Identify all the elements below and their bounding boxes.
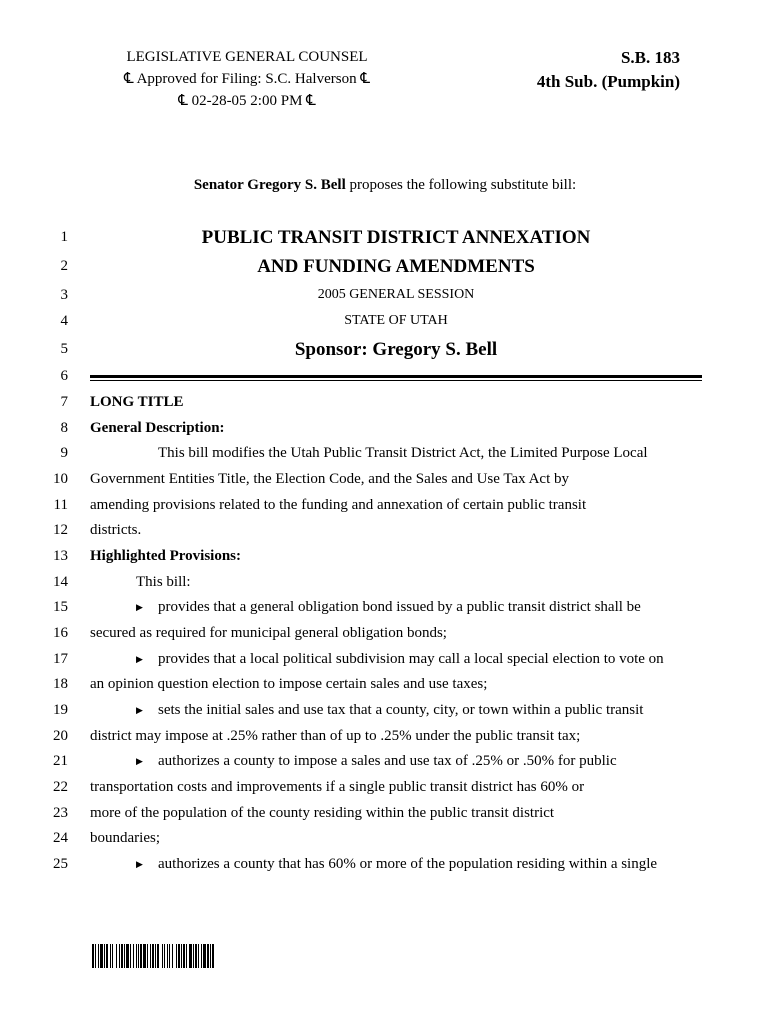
body-line: districts. <box>90 522 142 538</box>
line-number: 11 <box>53 497 68 513</box>
header-datetime: ℄ 02-28-05 2:00 PM ℄ <box>178 93 316 109</box>
body-line: transportation costs and improvements if a single public transit district has 60% or <box>90 779 585 795</box>
intro-proposes: proposes the following substitute bill: <box>345 177 577 193</box>
line-number: 17 <box>53 651 68 667</box>
bullet-item: ▶ provides that a local political subdivision may call a local special election to vote on <box>136 651 664 667</box>
line-number: 14 <box>53 574 68 590</box>
bullet-arrow-icon: ▶ <box>136 654 143 664</box>
header-office: LEGISLATIVE GENERAL COUNSEL <box>126 49 368 65</box>
bullet-item: ▶ authorizes a county that has 60% or more of the population residing within a single <box>136 856 658 872</box>
line-number: 15 <box>53 599 68 615</box>
line-number: 18 <box>53 676 68 692</box>
bill-title-line1: PUBLIC TRANSIT DISTRICT ANNEXATION <box>201 227 591 248</box>
barcode-stripe <box>214 944 215 968</box>
title-rule-thick <box>90 375 702 378</box>
line-number: 19 <box>53 702 68 718</box>
line-number: 24 <box>53 830 68 846</box>
bullet-arrow-icon: ▶ <box>136 859 143 869</box>
senator-name: Senator Gregory S. Bell <box>193 177 346 193</box>
sponsor-label: Sponsor: Gregory S. Bell <box>294 339 498 360</box>
line-number: 23 <box>53 805 68 821</box>
line-number: 20 <box>53 728 68 744</box>
state-label: STATE OF UTAH <box>344 313 448 328</box>
line-number: 12 <box>53 522 68 538</box>
header-approval: ℄ Approved for Filing: S.C. Halverson ℄ <box>124 71 370 87</box>
general-description-heading: General Description: <box>90 420 225 436</box>
body-line: This bill modifies the Utah Public Transit District Act, the Limited Purpose Local <box>158 445 648 461</box>
body-line: amending provisions related to the funding and annexation of certain public transit <box>90 497 587 513</box>
substitute-label: 4th Sub. (Pumpkin) <box>536 72 680 91</box>
bullet-arrow-icon: ▶ <box>136 756 143 766</box>
intro-sentence <box>0 177 770 194</box>
long-title-heading: LONG TITLE <box>90 394 184 410</box>
line-number: 3 <box>60 287 68 303</box>
bill-title-line2: AND FUNDING AMENDMENTS <box>257 256 535 277</box>
session-label: 2005 GENERAL SESSION <box>317 287 475 302</box>
line-number: 6 <box>60 368 68 384</box>
line-number: 10 <box>53 471 68 487</box>
barcode-icon <box>92 944 284 968</box>
bill-number: S.B. 183 <box>620 48 680 67</box>
line-number: 16 <box>53 625 68 641</box>
bullet-item: ▶ provides that a general obligation bond issued by a public transit district shall be <box>136 599 641 615</box>
body-line: boundaries; <box>90 830 160 846</box>
title-rule-thin <box>90 380 702 381</box>
line-number: 21 <box>53 753 68 769</box>
highlighted-provisions-heading: Highlighted Provisions: <box>90 548 241 564</box>
body-line: more of the population of the county residing within the public transit district <box>90 805 555 821</box>
body-line: This bill: <box>136 574 191 590</box>
line-number: 1 <box>60 229 68 245</box>
line-number: 2 <box>60 258 68 274</box>
line-number: 13 <box>53 548 68 564</box>
bullet-arrow-icon: ▶ <box>136 705 143 715</box>
body-line: secured as required for municipal general obligation bonds; <box>90 625 447 641</box>
body-line: an opinion question election to impose certain sales and use taxes; <box>90 676 488 692</box>
body-line: Government Entities Title, the Election Code, and the Sales and Use Tax Act by <box>90 471 570 487</box>
line-number: 7 <box>60 394 68 410</box>
bullet-item: ▶ authorizes a county to impose a sales and use tax of .25% or .50% for public <box>136 753 617 769</box>
line-number: 4 <box>60 313 68 329</box>
line-number: 9 <box>60 445 68 461</box>
line-number: 8 <box>60 420 68 436</box>
line-number: 22 <box>53 779 68 795</box>
line-number: 5 <box>60 341 68 357</box>
body-line: district may impose at .25% rather than of up to .25% under the public transit tax; <box>90 728 581 744</box>
bullet-item: ▶ sets the initial sales and use tax that a county, city, or town within a public transit <box>136 702 644 718</box>
bullet-arrow-icon: ▶ <box>136 602 143 612</box>
line-number: 25 <box>53 856 68 872</box>
